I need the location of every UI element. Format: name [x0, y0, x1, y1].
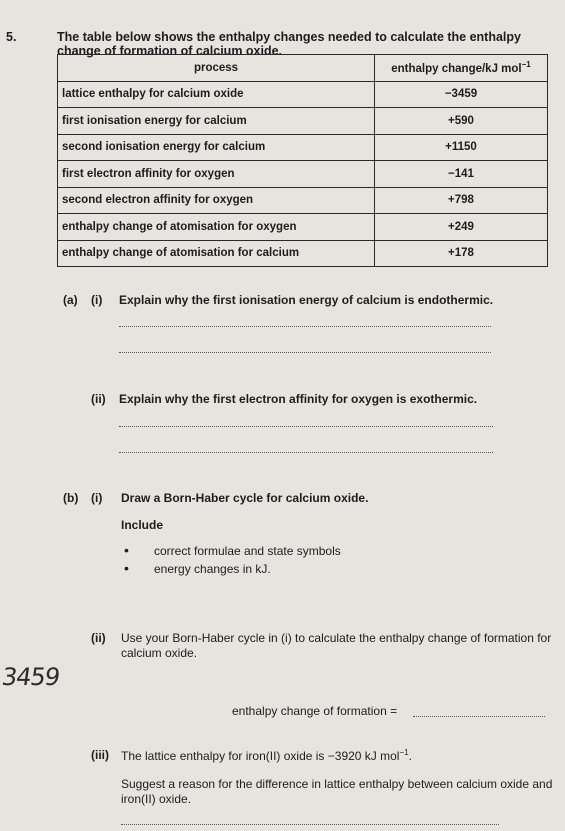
row-process: lattice enthalpy for calcium oxide — [58, 81, 375, 108]
table-row — [58, 134, 548, 161]
include-label: Include — [121, 518, 164, 532]
part-a-ii-label: (ii) — [91, 392, 106, 406]
enthalpy-table — [57, 54, 548, 267]
answer-line[interactable] — [119, 452, 493, 453]
part-b-ii-label: (ii) — [91, 631, 106, 645]
row-value: −3459 — [375, 81, 548, 108]
part-b-iii-text-end: . — [408, 749, 412, 763]
bullet-dot: • — [124, 560, 129, 576]
answer-line[interactable] — [119, 426, 493, 427]
question-intro: The table below shows the enthalpy changes needed to calculate the enthalpy change of formation of calcium oxide. — [57, 30, 521, 58]
row-process: second electron affinity for oxygen — [58, 187, 375, 214]
header-process: process — [58, 55, 375, 82]
answer-line[interactable] — [121, 824, 499, 825]
part-b-iii-text — [121, 748, 412, 763]
header-enthalpy-text: enthalpy change/kJ mol — [391, 63, 522, 76]
answer-line[interactable] — [119, 352, 491, 353]
part-b-iii-suggest-line2: iron(II) oxide. — [121, 792, 192, 806]
row-process: enthalpy change of atomisation for calcium — [58, 240, 375, 267]
bullet-text: correct formulae and state symbols — [154, 544, 341, 558]
table-row — [58, 81, 548, 108]
part-b-i-label: (i) — [91, 491, 103, 505]
part-b-label: (b) — [63, 491, 79, 505]
row-value: +1150 — [375, 134, 548, 161]
row-value: +178 — [375, 240, 548, 267]
handwritten-note: 3459 — [0, 663, 62, 691]
table-row — [58, 240, 548, 267]
part-a-label: (a) — [63, 293, 78, 307]
bullet-text: energy changes in kJ. — [154, 562, 271, 576]
part-a-i-label: (i) — [91, 293, 103, 307]
table-row — [58, 161, 548, 188]
row-value: +798 — [375, 187, 548, 214]
formation-answer-line[interactable] — [413, 716, 545, 717]
row-value: +249 — [375, 214, 548, 241]
formation-answer-label: enthalpy change of formation = — [232, 704, 398, 718]
bullet-dot: • — [124, 542, 129, 558]
row-process: enthalpy change of atomisation for oxygen — [58, 214, 375, 241]
row-process: first ionisation energy for calcium — [58, 108, 375, 135]
row-process: first electron affinity for oxygen — [58, 161, 375, 188]
table-row — [58, 187, 548, 214]
answer-line[interactable] — [119, 326, 491, 327]
header-enthalpy — [375, 55, 548, 82]
part-b-iii-text-main: The lattice enthalpy for iron(II) oxide is −3920 kJ mol — [121, 749, 400, 763]
table-header-row — [58, 55, 548, 82]
part-b-iii-label: (iii) — [91, 748, 109, 762]
part-b-iii-text-sup: −1 — [399, 748, 409, 757]
table-row — [58, 214, 548, 241]
part-a-i-text: Explain why the first ionisation energy of calcium is endothermic. — [119, 293, 494, 307]
row-value: +590 — [375, 108, 548, 135]
header-enthalpy-sup: −1 — [521, 60, 531, 70]
row-value: −141 — [375, 161, 548, 188]
row-process: second ionisation energy for calcium — [58, 134, 375, 161]
part-a-ii-text: Explain why the first electron affinity for oxygen is exothermic. — [119, 392, 478, 406]
part-b-i-text: Draw a Born-Haber cycle for calcium oxide. — [121, 491, 369, 505]
table-row — [58, 108, 548, 135]
part-b-ii-text-line2: calcium oxide. — [121, 646, 198, 660]
question-number: 5. — [6, 30, 17, 44]
part-b-ii-text-line1: Use your Born-Haber cycle in (i) to calculate the enthalpy change of formation for — [121, 631, 552, 645]
part-b-iii-suggest-line1: Suggest a reason for the difference in lattice enthalpy between calcium oxide and — [121, 777, 553, 791]
